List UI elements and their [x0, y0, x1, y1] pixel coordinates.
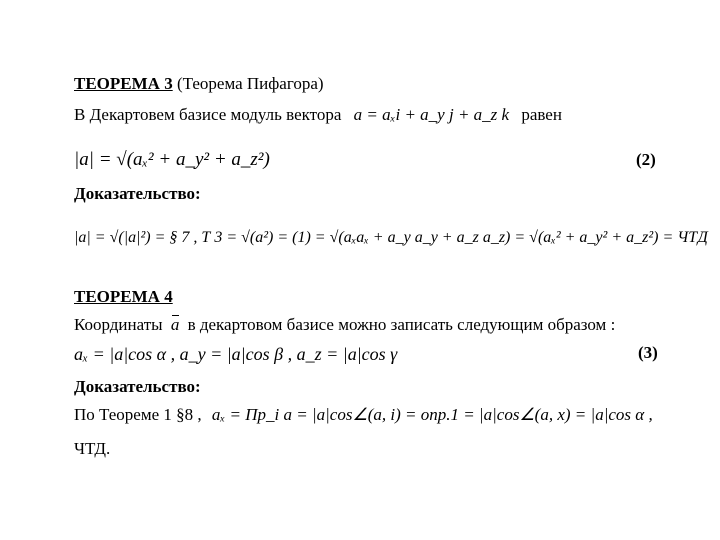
theorem4-proof-line [74, 404, 653, 426]
formula-2: |a| = √(aₓ² + a_y² + a_z²) [74, 149, 270, 170]
eq-number-2: (2) [636, 150, 656, 169]
theorem3-heading-line [74, 73, 324, 95]
theorem4-proof-formula: aₓ = Пр_i a = |a|cos∠(a, i) = опр.1 = |a|cos∠(a, x) = |a|cos α , [211, 405, 653, 424]
theorem3-proof-formula: |a| = √(|a|²) = § 7 , Т 3 = √(a²) = (1) = √(aₓaₓ + a_y a_y + a_z a_z) = √(aₓ² + a_y² + a_z²) = ЧТД [74, 229, 708, 246]
theorem3-statement-prefix: В Декартовем базисе модуль вектора [74, 105, 342, 124]
theorem3-proof-label: Доказательство: [74, 184, 201, 203]
vector-a-symbol: a [170, 315, 180, 334]
theorem4-statement [74, 314, 615, 336]
theorem3-statement [74, 104, 562, 126]
formula-3: aₓ = |a|cos α , a_y = |a|cos β , a_z = |a|cos γ [74, 344, 398, 364]
theorem4-proof-label: Доказательство: [74, 377, 201, 396]
theorem4-conclusion: ЧТД. [74, 439, 111, 458]
theorem4-statement-prefix: Координаты [74, 315, 163, 334]
theorem4-proof-prefix: По Теореме 1 §8 , [74, 405, 202, 424]
theorem3-heading: ТЕОРЕМА 3 [74, 74, 173, 93]
eq-number-3: (3) [638, 343, 658, 362]
theorem3-statement-formula: a = aₓi + a_y j + a_z k [353, 105, 510, 124]
theorem4-heading: ТЕОРЕМА 4 [74, 287, 173, 306]
theorem4-statement-suffix: в декартовом базисе можно записать следующим образом : [187, 315, 616, 334]
theorem3-subtitle: (Теорема Пифагора) [176, 74, 324, 93]
theorem3-statement-suffix: равен [521, 105, 562, 124]
